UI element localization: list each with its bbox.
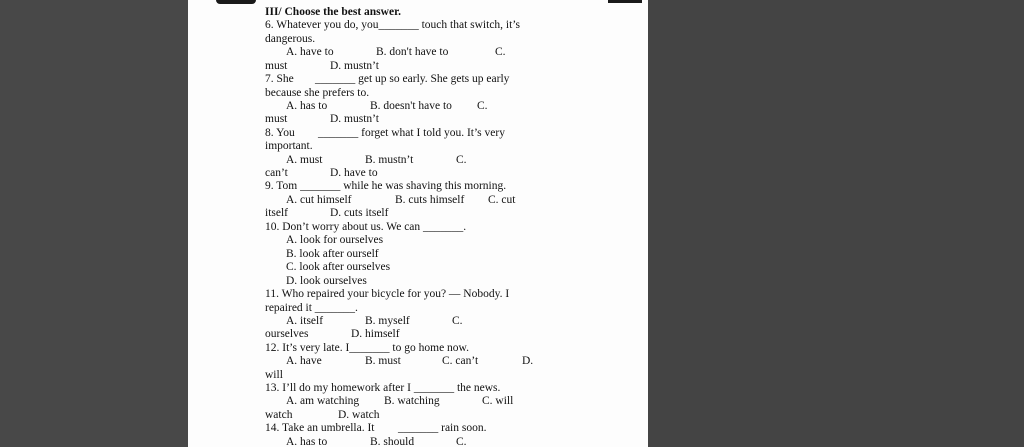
text-line: 9. Tom _______ while he was shaving this morning. — [265, 180, 507, 192]
text-line: A. itself — [286, 315, 324, 327]
text-line: because she prefers to. — [265, 87, 370, 99]
text-line: _______ get up so early. She gets up early — [315, 73, 510, 85]
text-line: C. — [452, 315, 463, 327]
text-line: C. — [477, 100, 488, 112]
text-line: 13. I’ll do my homework after I _______ the news. — [265, 382, 501, 394]
text-line: must — [265, 60, 288, 72]
text-line: _______ rain soon. — [398, 422, 487, 434]
text-line: 11. Who repaired your bicycle for you? — Nobody. I — [265, 288, 510, 300]
right-background — [648, 0, 1024, 447]
text-line: 8. You — [265, 127, 295, 139]
text-line: B. myself — [365, 315, 410, 327]
text-line: C. look after ourselves — [286, 261, 391, 273]
text-line: C. — [456, 436, 467, 447]
text-line: will — [265, 369, 283, 381]
text-line: dangerous. — [265, 33, 316, 45]
text-line: C. — [456, 154, 467, 166]
text-line: 14. Take an umbrella. It — [265, 422, 375, 434]
cropped-text-fragment — [216, 0, 256, 4]
text-line: can’t — [265, 167, 288, 179]
text-line: 10. Don’t worry about us. We can _______. — [265, 221, 467, 233]
text-line: itself — [265, 207, 288, 219]
text-line: C. — [495, 46, 506, 58]
text-line: A. have — [286, 355, 322, 367]
text-line: 6. Whatever you do, you_______ touch that switch, it’s — [265, 19, 520, 31]
text-line: D. mustn’t — [330, 113, 379, 125]
text-line: C. can’t — [442, 355, 479, 367]
text-line: 7. She — [265, 73, 294, 85]
text-line: B. look after ourself — [286, 248, 379, 260]
text-line: B. must — [365, 355, 401, 367]
text-line: B. watching — [384, 395, 440, 407]
text-line: repaired it _______. — [265, 302, 358, 314]
text-line: A. have to — [286, 46, 334, 58]
left-background — [0, 0, 188, 447]
text-line: D. look ourselves — [286, 275, 367, 287]
text-line: D. mustn’t — [330, 60, 379, 72]
section-title: III/ Choose the best answer. — [265, 6, 401, 18]
text-line: C. cut — [488, 194, 516, 206]
text-line: A. has to — [286, 436, 328, 447]
text-line: important. — [265, 140, 313, 152]
text-line: A. has to — [286, 100, 328, 112]
text-line: D. cuts itself — [330, 207, 389, 219]
text-line: A. cut himself — [286, 194, 352, 206]
worksheet-page — [188, 0, 648, 447]
text-line: _______ forget what I told you. It’s very — [318, 127, 505, 139]
text-line: ourselves — [265, 328, 309, 340]
text-line: B. doesn't have to — [370, 100, 452, 112]
text-line: D. have to — [330, 167, 378, 179]
cropped-text-fragment — [608, 0, 642, 3]
text-line: D. — [522, 355, 534, 367]
text-line: B. should — [370, 436, 415, 447]
text-line: D. watch — [338, 409, 380, 421]
text-line: A. am watching — [286, 395, 360, 407]
text-line: watch — [265, 409, 293, 421]
text-line: B. cuts himself — [395, 194, 465, 206]
text-line: A. look for ourselves — [286, 234, 384, 246]
text-line: A. must — [286, 154, 323, 166]
text-line: must — [265, 113, 288, 125]
text-line: C. will — [482, 395, 514, 407]
text-line: B. mustn’t — [365, 154, 414, 166]
text-line: D. himself — [351, 328, 400, 340]
text-line: B. don't have to — [376, 46, 449, 58]
text-line: 12. It’s very late. I_______ to go home now. — [265, 342, 469, 354]
